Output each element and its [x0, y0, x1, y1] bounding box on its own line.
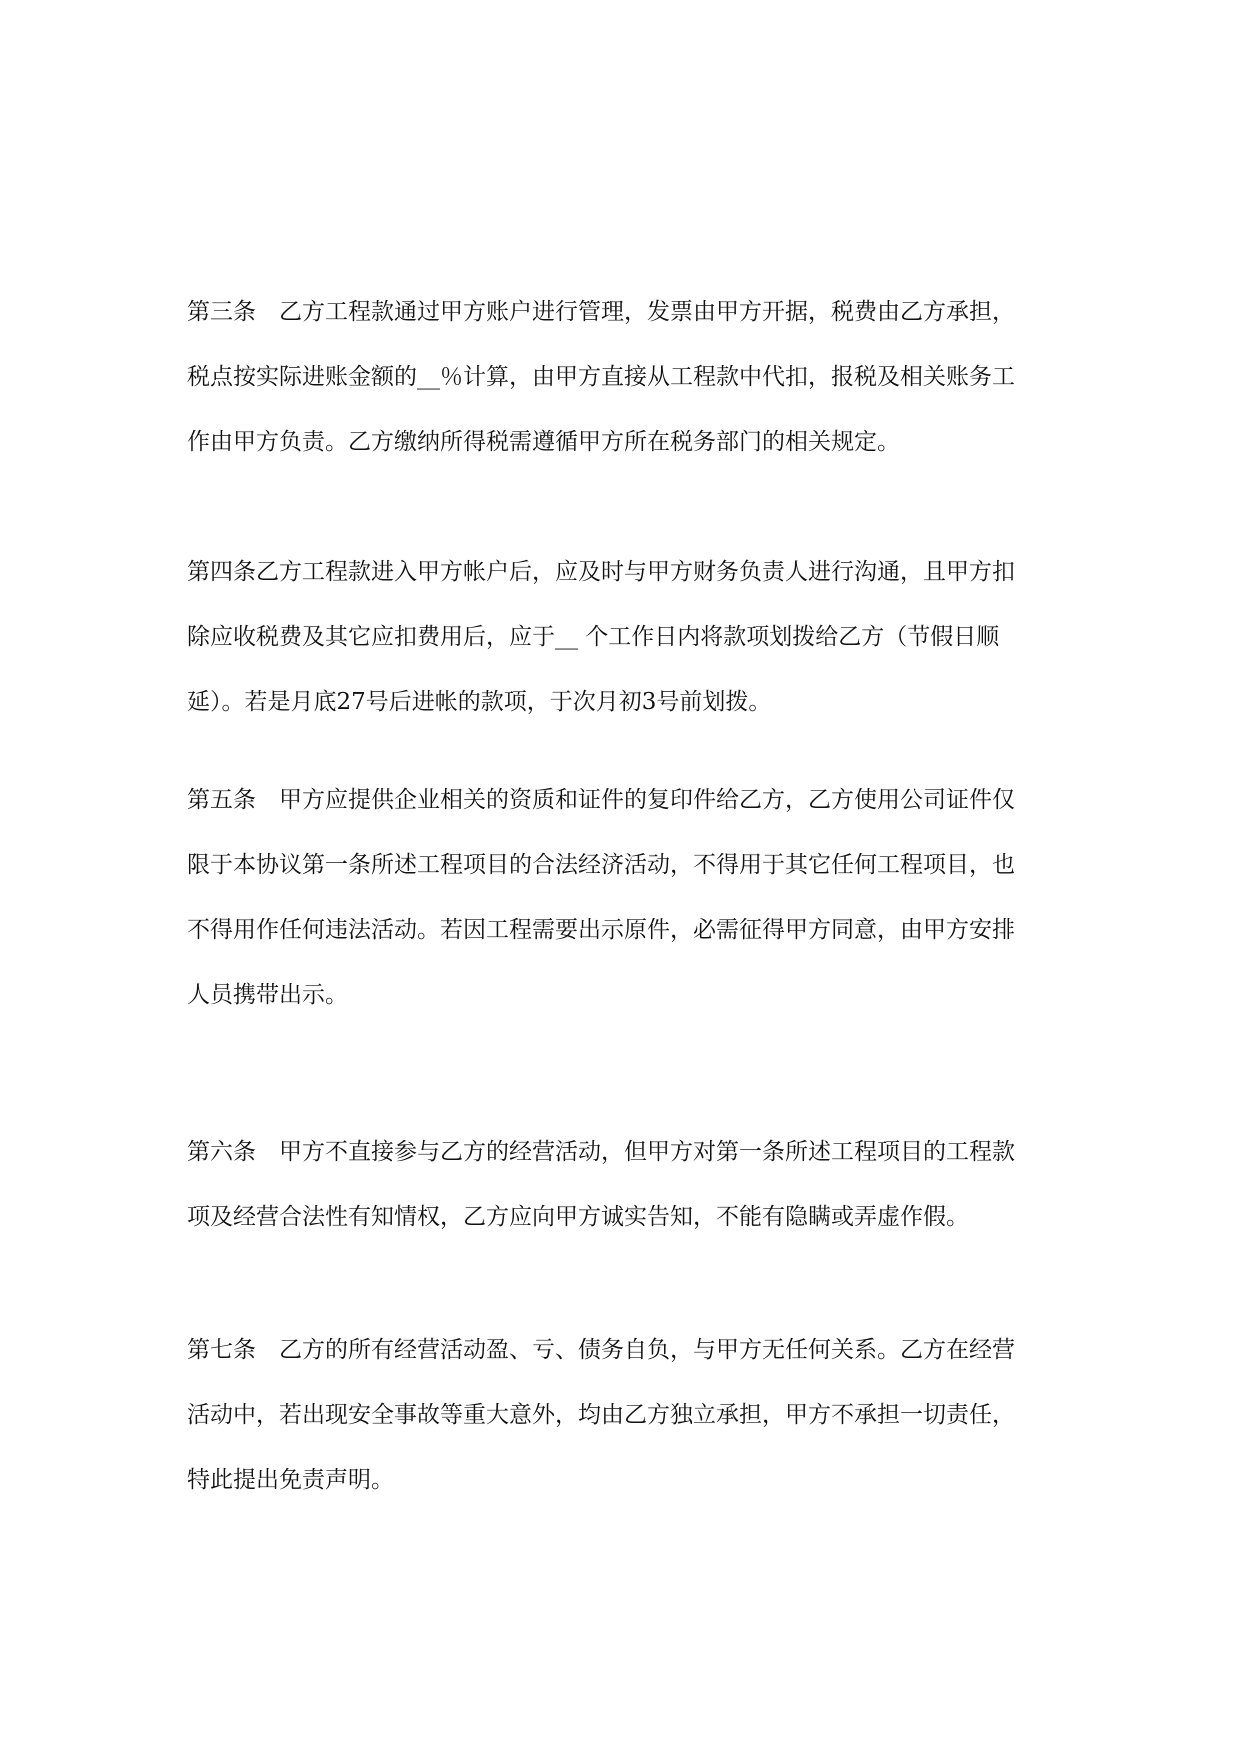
clause-article-5 [187, 768, 1082, 1028]
clause-article-3 [187, 280, 1082, 475]
clause-line: 项及经营合法性有知情权，乙方应向甲方诚实告知，不能有隐瞒或弄虚作假。 [187, 1204, 969, 1230]
clause-line: 第五条 甲方应提供企业相关的资质和证件的复印件给乙方，乙方使用公司证件仅 [187, 787, 1015, 813]
clause-line: 限于本协议第一条所述工程项目的合法经济活动，不得用于其它任何工程项目，也 [187, 852, 1015, 878]
clause-line: 活动中，若出现安全事故等重大意外，均由乙方独立承担，甲方不承担一切责任， [187, 1402, 1015, 1428]
clause-line: 人员携带出示。 [187, 982, 348, 1008]
clause-line: 特此提出免责声明。 [187, 1467, 394, 1493]
clause-line: 作由甲方负责。乙方缴纳所得税需遵循甲方所在税务部门的相关规定。 [187, 429, 900, 455]
clause-line: 延）。若是月底27号后进帐的款项，于次月初3号前划拨。 [187, 689, 772, 715]
clause-line: 第四条乙方工程款进入甲方帐户后，应及时与甲方财务负责人进行沟通，且甲方扣 [187, 559, 1015, 585]
clause-line: 第七条 乙方的所有经营活动盈、亏、债务自负，与甲方无任何关系。乙方在经营 [187, 1337, 1015, 1363]
clause-line: 税点按实际进账金额的__％计算，由甲方直接从工程款中代扣，报税及相关账务工 [187, 364, 1015, 390]
clause-line: 除应收税费及其它应扣费用后，应于__ 个工作日内将款项划拨给乙方（节假日顺 [187, 624, 1000, 650]
clause-article-4 [187, 540, 1082, 735]
clause-line: 第六条 甲方不直接参与乙方的经营活动，但甲方对第一条所述工程项目的工程款 [187, 1139, 1015, 1165]
clause-article-7 [187, 1318, 1082, 1513]
clause-line: 第三条 乙方工程款通过甲方账户进行管理，发票由甲方开据，税费由乙方承担， [187, 299, 1015, 325]
clause-article-6 [187, 1120, 1082, 1250]
clause-line: 不得用作任何违法活动。若因工程需要出示原件，必需征得甲方同意，由甲方安排 [187, 917, 1015, 943]
